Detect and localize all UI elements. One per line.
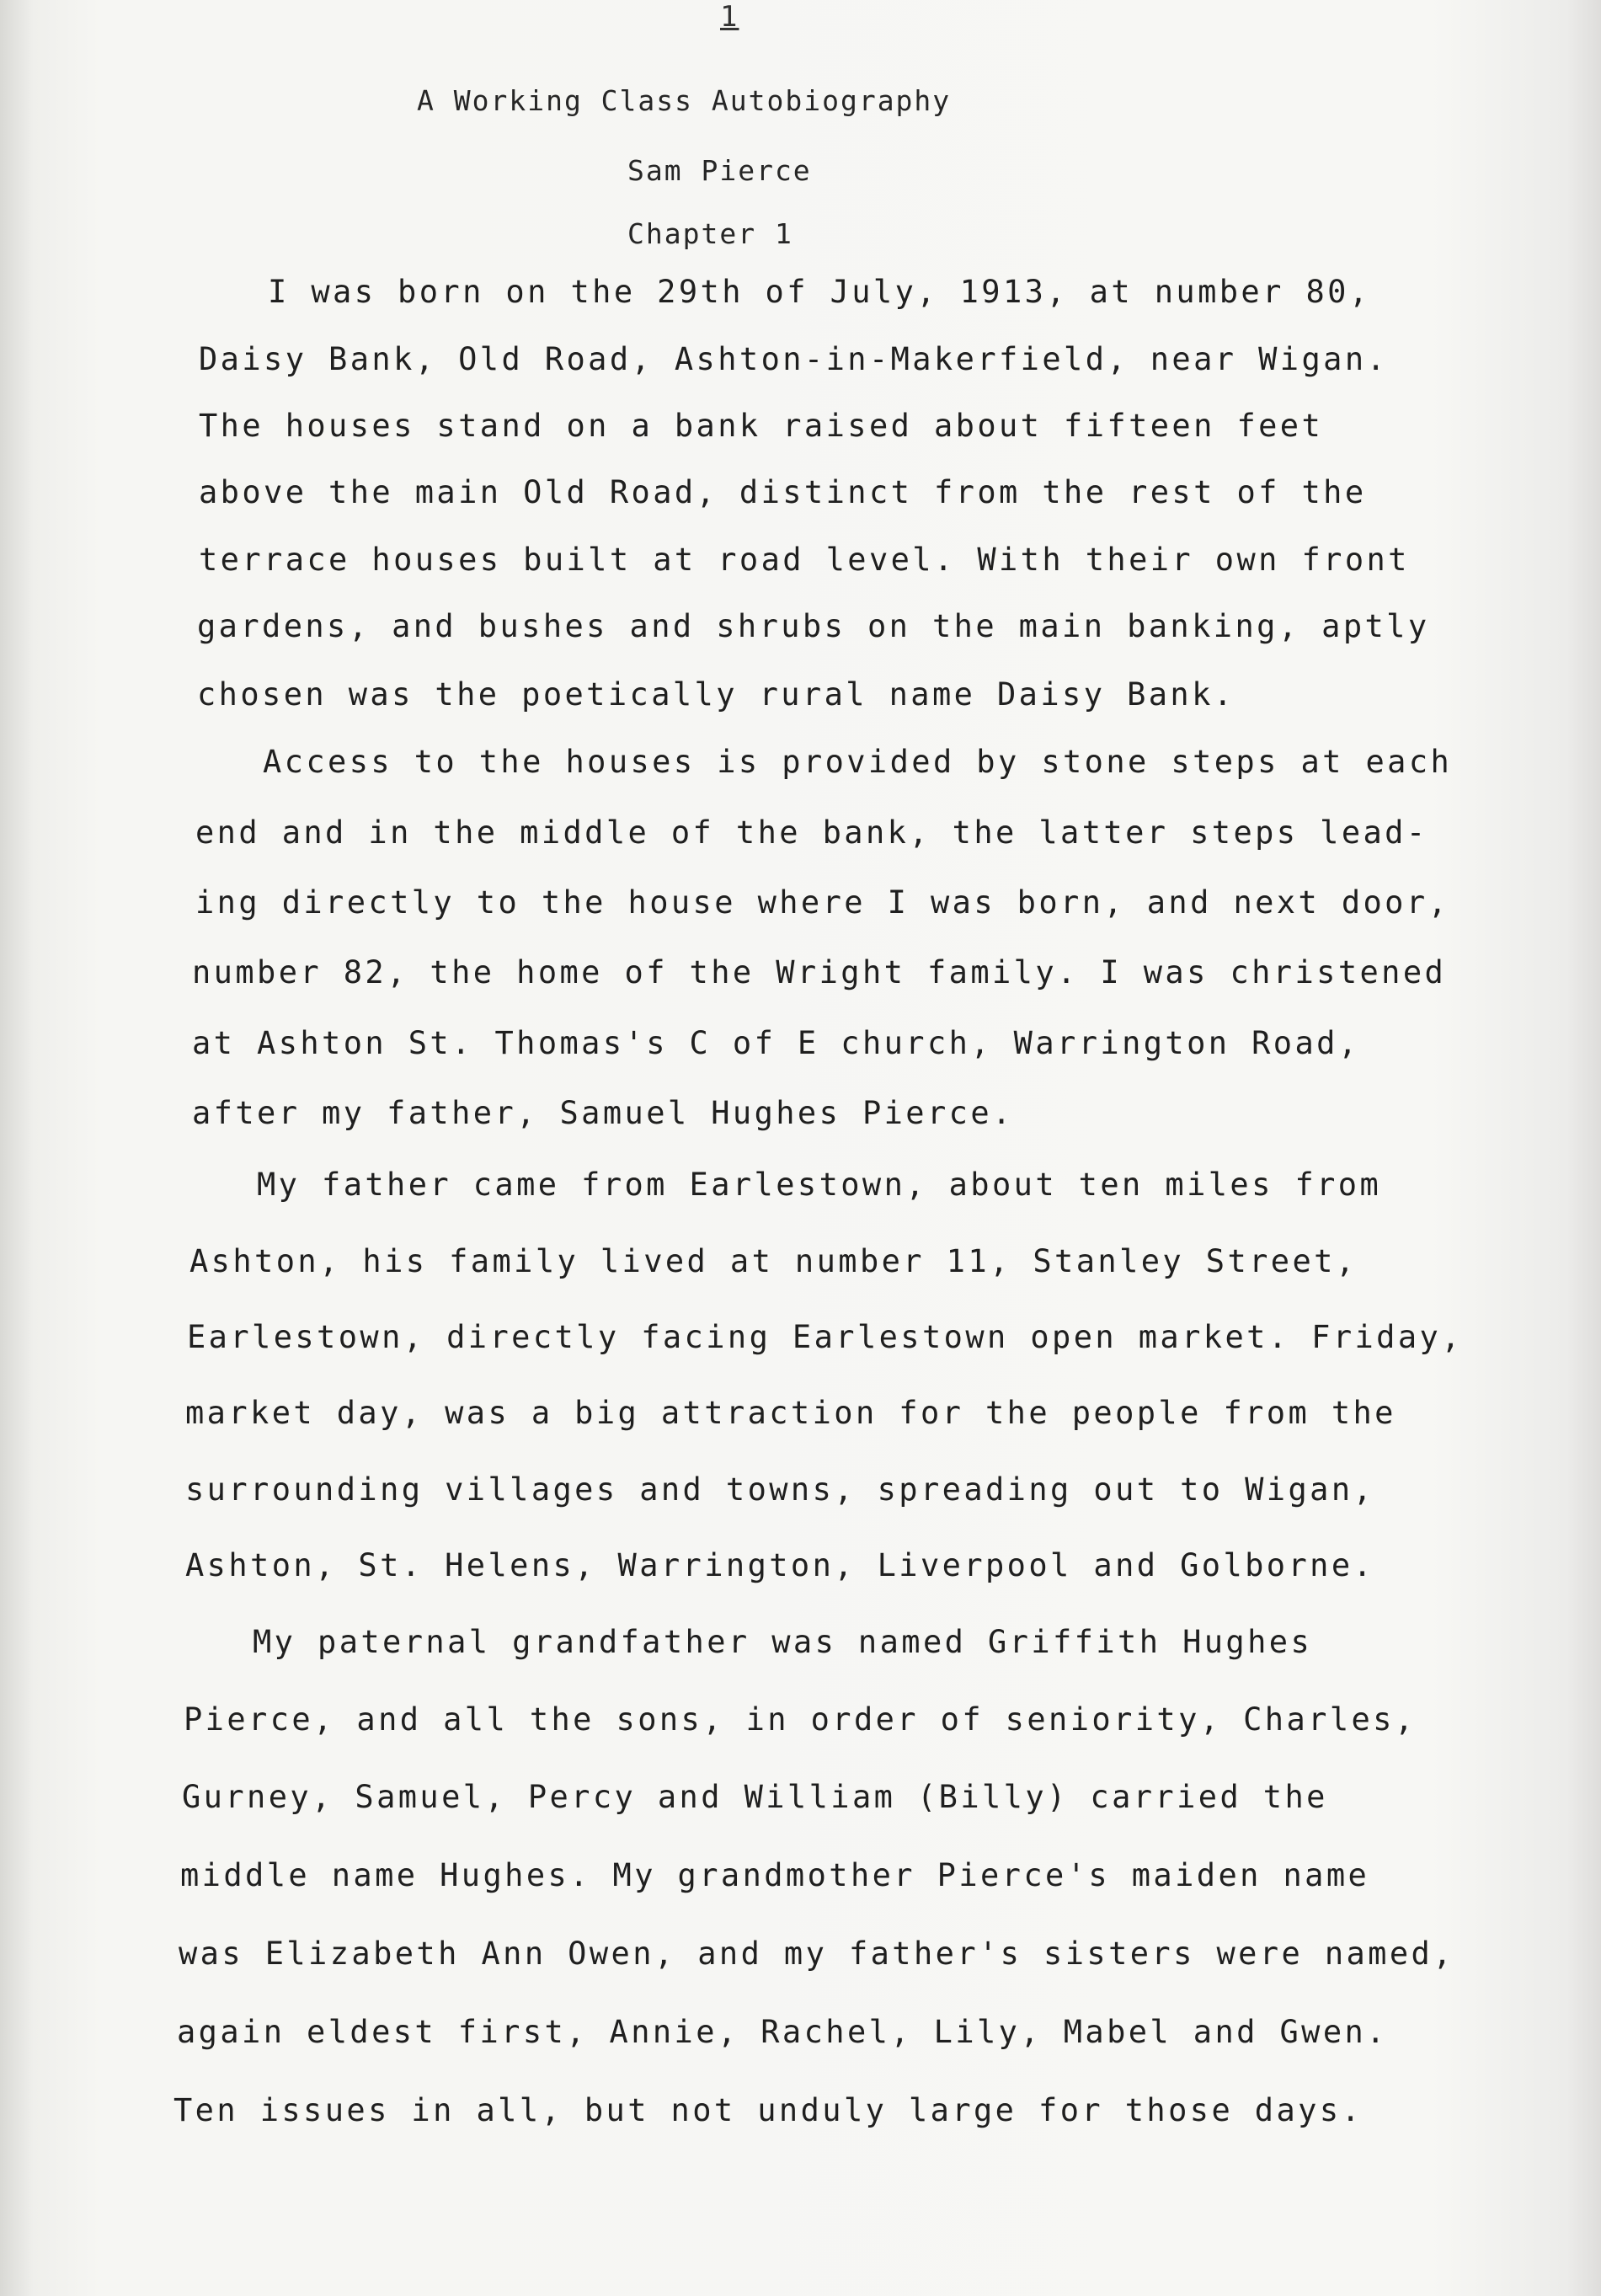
- text-line: Daisy Bank, Old Road, Ashton-in-Makerfield, near Wigan.: [199, 341, 1389, 377]
- text-line: surrounding villages and towns, spreading out to Wigan,: [185, 1471, 1375, 1508]
- chapter-heading: Chapter 1: [627, 217, 793, 250]
- text-line: Ten issues in all, but not unduly large for those days.: [173, 2092, 1364, 2128]
- document-title: A Working Class Autobiography: [417, 84, 952, 117]
- text-line: I was born on the 29th of July, 1913, at number 80,: [268, 274, 1371, 310]
- text-line: again eldest first, Annie, Rachel, Lily, Mabel and Gwen.: [177, 2014, 1388, 2050]
- text-line: Pierce, and all the sons, in order of seniority, Charles,: [184, 1701, 1417, 1738]
- text-line: My father came from Earlestown, about ten miles from: [257, 1167, 1382, 1203]
- text-line: Earlestown, directly facing Earlestown open market. Friday,: [187, 1319, 1463, 1355]
- text-line: My paternal grandfather was named Griffith Hughes: [253, 1624, 1313, 1660]
- text-line: after my father, Samuel Hughes Pierce.: [192, 1095, 1014, 1131]
- text-line: terrace houses built at road level. With their own front: [199, 542, 1410, 578]
- text-line: end and in the middle of the bank, the latter steps lead-: [195, 814, 1428, 851]
- text-line: market day, was a big attraction for the people from the: [185, 1395, 1396, 1431]
- text-line: ing directly to the house where I was born, and next door,: [195, 884, 1450, 921]
- text-line: Access to the houses is provided by stone steps at each: [263, 744, 1453, 780]
- text-line: Ashton, his family lived at number 11, Stanley Street,: [189, 1243, 1358, 1279]
- text-line: The houses stand on a bank raised about fifteen feet: [199, 408, 1324, 444]
- text-line: number 82, the home of the Wright family. I was christened: [192, 954, 1447, 990]
- text-line: Ashton, St. Helens, Warrington, Liverpool and Golborne.: [185, 1547, 1375, 1583]
- text-line: at Ashton St. Thomas's C of E church, Warrington Road,: [192, 1025, 1360, 1061]
- text-line: above the main Old Road, distinct from the rest of the: [199, 474, 1367, 510]
- text-line: gardens, and bushes and shrubs on the main banking, aptly: [197, 608, 1430, 644]
- text-line: middle name Hughes. My grandmother Pierce's maiden name: [180, 1857, 1370, 1893]
- author-name: Sam Pierce: [627, 154, 812, 187]
- text-line: chosen was the poetically rural name Daisy Bank.: [197, 676, 1235, 713]
- text-line: was Elizabeth Ann Owen, and my father's sisters were named,: [179, 1936, 1454, 1972]
- text-line: Gurney, Samuel, Percy and William (Billy) carried the: [182, 1779, 1328, 1815]
- page-number: 1: [720, 0, 739, 34]
